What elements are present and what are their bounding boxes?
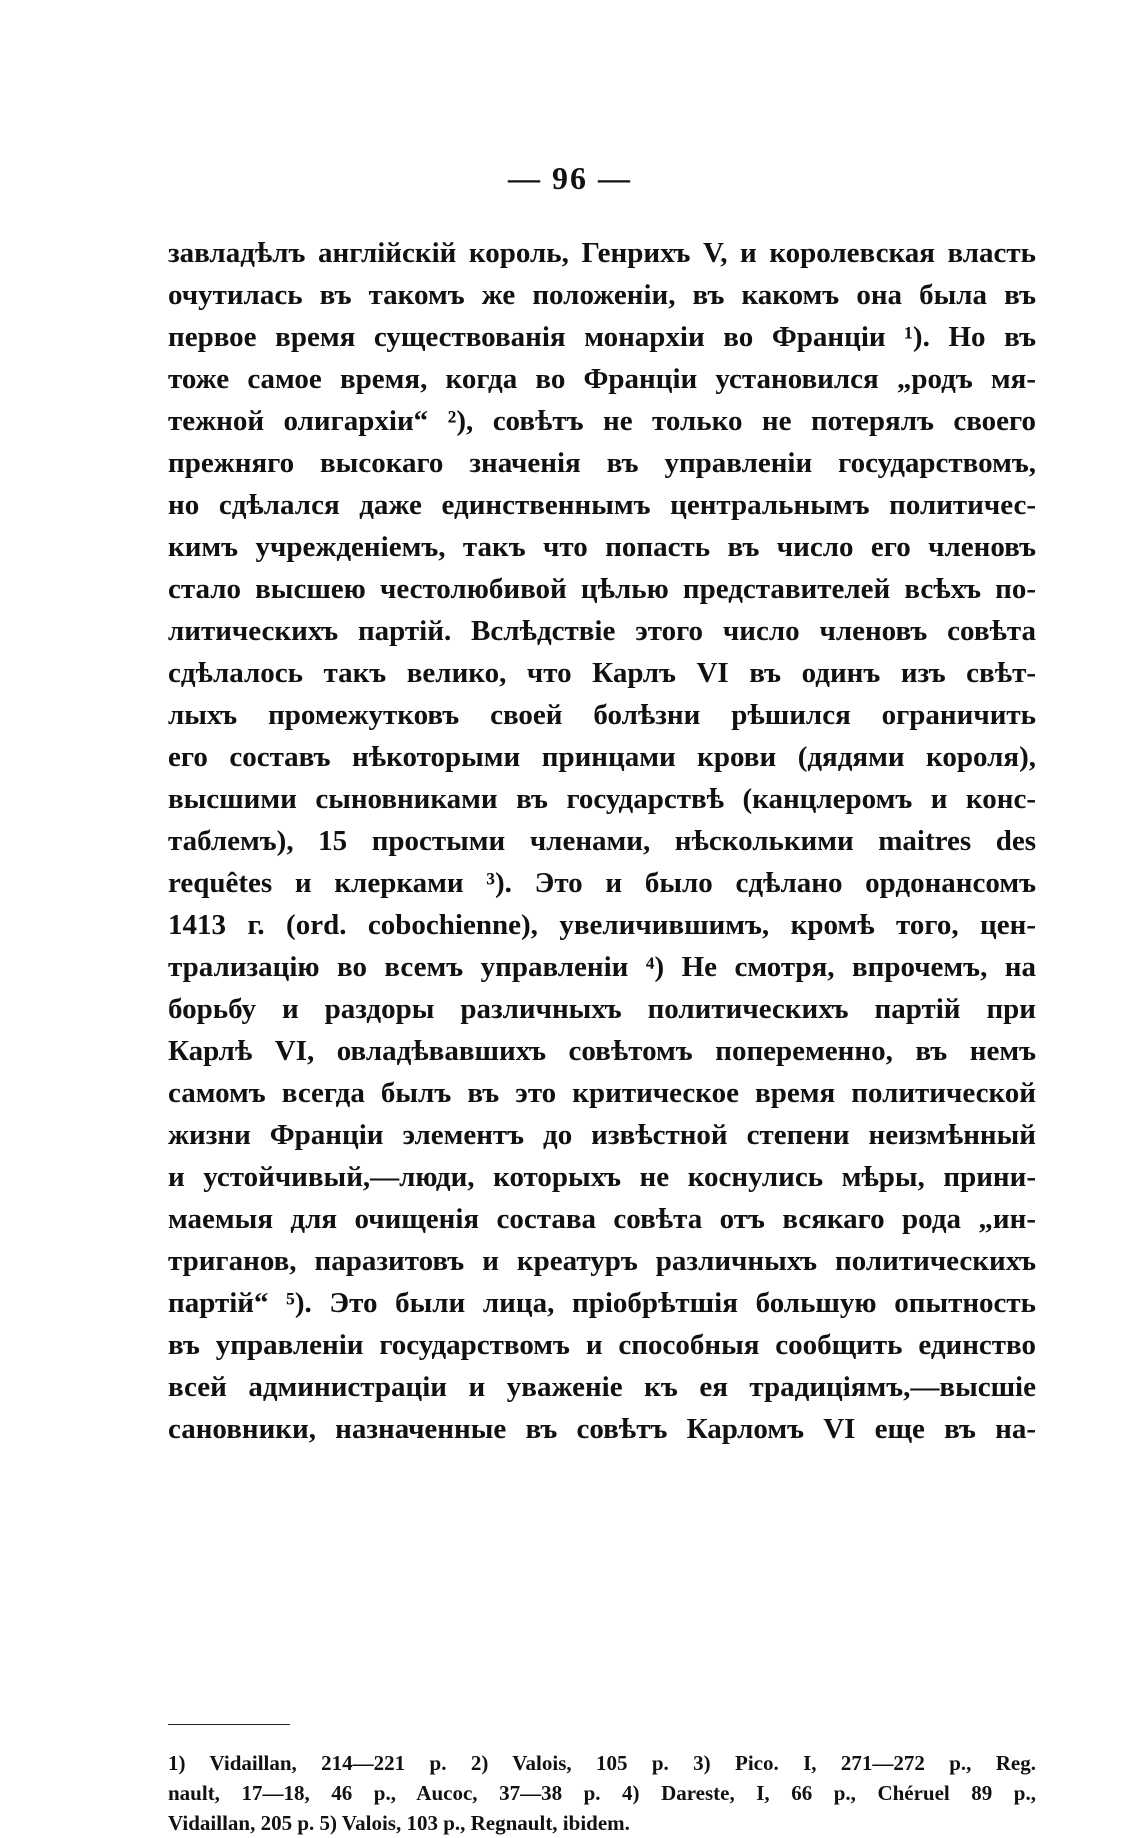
- text-line: всей администраціи и уваженіе къ ея традиціямъ,—высшіе: [168, 1371, 1036, 1403]
- text-line: но сдѣлался даже единственнымъ центральнымъ политичес-: [168, 489, 1036, 521]
- footnote-line: Vidaillan, 205 p. 5) Valois, 103 p., Regnault, ibidem.: [168, 1811, 630, 1835]
- text-line: тоже самое время, когда во Франціи установился „родъ мя-: [168, 363, 1036, 395]
- text-line: въ управленіи государствомъ и способныя сообщить единство: [168, 1329, 1036, 1361]
- text-line: высшими сыновниками въ государствѣ (канцлеромъ и конс-: [168, 783, 1036, 815]
- footnote-line: nault, 17—18, 46 p., Aucoc, 37—38 p. 4) Dareste, I, 66 p., Chéruel 89 p.,: [168, 1781, 1036, 1805]
- text-line: литическихъ партій. Вслѣдствіе этого число членовъ совѣта: [168, 615, 1036, 647]
- text-line: лыхъ промежутковъ своей болѣзни рѣшился ограничить: [168, 699, 1036, 731]
- text-line: таблемъ), 15 простыми членами, нѣсколькими maitres des: [168, 825, 1036, 857]
- footnote-line: 1) Vidaillan, 214—221 p. 2) Valois, 105 p. 3) Pico. I, 271—272 p., Reg.: [168, 1751, 1036, 1775]
- text-line: 1413 г. (ord. cobochienne), увеличившимъ, кромѣ того, цен-: [168, 909, 1036, 941]
- page-number: — 96 —: [508, 160, 632, 196]
- text-line: прежняго высокаго значенія въ управленіи государствомъ,: [168, 447, 1036, 479]
- text-line: первое время существованія монархіи во Франціи ¹). Но въ: [168, 321, 1036, 353]
- text-line: жизни Франціи элементъ до извѣстной степени неизмѣнный: [168, 1119, 1036, 1151]
- footnotes: [168, 1748, 1036, 1838]
- text-line: кимъ учрежденіемъ, такъ что попасть въ число его членовъ: [168, 531, 1036, 563]
- body-text: [168, 232, 1036, 1450]
- text-line: и устойчивый,—люди, которыхъ не коснулись мѣры, прини-: [168, 1161, 1036, 1193]
- text-line: самомъ всегда былъ въ это критическое время политической: [168, 1077, 1036, 1109]
- text-line: его составъ нѣкоторыми принцами крови (дядями короля),: [168, 741, 1036, 773]
- text-line: борьбу и раздоры различныхъ политическихъ партій при: [168, 993, 1036, 1025]
- text-line: сановники, назначенные въ совѣтъ Карломъ VI еще въ на-: [168, 1413, 1036, 1445]
- text-line: триганов, паразитовъ и креатуръ различныхъ политическихъ: [168, 1245, 1036, 1277]
- text-line: стало высшею честолюбивой цѣлью представителей всѣхъ по-: [168, 573, 1036, 605]
- footnote-divider: [168, 1724, 290, 1725]
- text-line: трализацію во всемъ управленіи ⁴) Не смотря, впрочемъ, на: [168, 951, 1036, 983]
- text-line: Карлѣ VI, овладѣвавшихъ совѣтомъ попеременно, въ немъ: [168, 1035, 1036, 1067]
- text-line: requêtes и клерками ³). Это и было сдѣлано ордонансомъ: [168, 867, 1036, 899]
- text-line: очутилась въ такомъ же положеніи, въ какомъ она была въ: [168, 279, 1036, 311]
- text-line: маемыя для очищенія состава совѣта отъ всякаго рода „ин-: [168, 1203, 1036, 1235]
- text-line: завладѣлъ англійскій король, Генрихъ V, и королевская власть: [168, 237, 1036, 269]
- text-line: партій“ ⁵). Это были лица, пріобрѣтшія большую опытность: [168, 1287, 1036, 1319]
- text-line: тежной олигархіи“ ²), совѣтъ не только не потерялъ своего: [168, 405, 1036, 437]
- text-line: сдѣлалось такъ велико, что Карлъ VI въ одинъ изъ свѣт-: [168, 657, 1036, 689]
